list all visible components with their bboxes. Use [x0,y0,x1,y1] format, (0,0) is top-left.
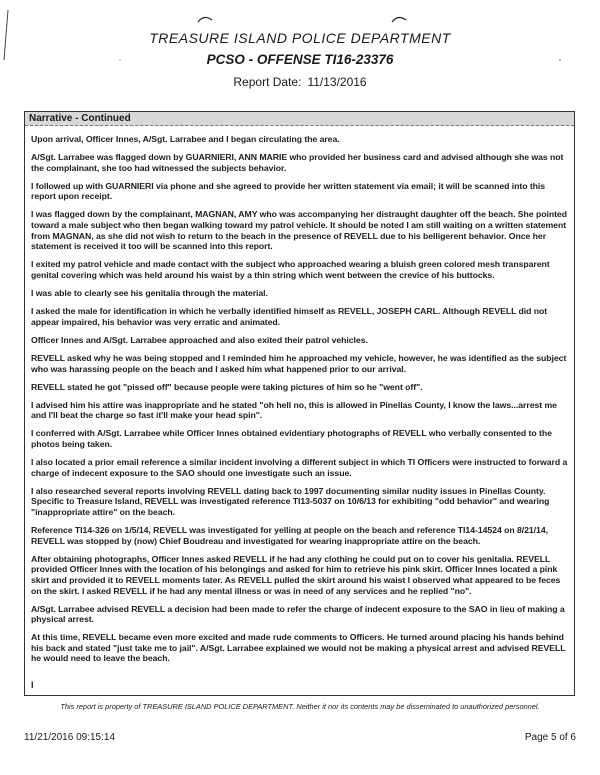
section-title: Narrative - Continued [29,113,131,124]
report-date [0,75,600,89]
narrative-paragraph: REVELL stated he got "pissed off" because people were taking pictures of him so he "went off". [31,381,423,392]
page-number: Page 5 of 6 [524,732,576,743]
narrative-paragraph: At this time, REVELL became even more excited and made rude comments to Officers. He turned around placing his hands behind his back and stated "just take me to jail". A/Sgt. Larrabee explained we would not be making a physical arrest and advised REVELL he would need to leave the beach. [31,632,566,664]
narrative-paragraph: I followed up with GUARNIERI via phone and she agreed to provide her written statement via email; it will be scanned into this report upon receipt. [31,180,546,202]
report-date-label: Report Date: [233,75,302,89]
narrative-paragraph: I asked the male for identification in which he verbally identified himself as REVELL, JOSEPH CARL. Although REVELL did not appear impaired, his behavior was very erratic and animated. [31,306,548,327]
narrative-paragraph: Reference TI14-326 on 1/5/14, REVELL was investigated for yelling at people on the beach and reference TI14-14524 on 8/21/14, REVELL was stopped by (now) Chief Boudreau and investigated for wearing inappropriate attire on the beach. [31,525,548,546]
narrative-paragraph: A/Sgt. Larrabee was flagged down by GUARNIERI, ANN MARIE who provided her business card and advised although she was not the complainant, she too had witnessed the subjects behavior. [31,152,564,173]
narrative-paragraph: I was flagged down by the complainant, MAGNAN, AMY who was accompanying her distraught daughter off the beach. She pointed toward a male subject who then began walking toward my patrol vehicle. It should be noted I am still waiting on a written statement from MAGNAN, as she did not wish to return to the beach in the presence of REVELL due to his belligerent behavior. Once her statement is received it too will be scanned into this report. [31,209,567,252]
narrative-paragraph: Officer Innes and A/Sgt. Larrabee approached and also exited their patrol vehicles. [31,334,368,345]
department-name: TREASURE ISLAND POLICE DEPARTMENT [149,30,451,46]
narrative-paragraph: I advised him his attire was inappropriate and he stated "oh hell no, this is allowed in Pinellas County, I know the laws...arrest me and I'll beat the charge so fast it'll make your head spin". [31,399,557,421]
narrative-paragraph: I was able to clearly see his genitalia through the material. [31,288,268,299]
narrative-paragraph: I conferred with A/Sgt. Larrabee while Officer Innes obtained evidentiary photographs of REVELL who verbally consented to the photos being taken. [31,428,552,449]
narrative-paragraph: I exited my patrol vehicle and made contact with the subject who approached wearing a bluish green colored mesh transparent genital covering which was held around his waist by a thin string which went between the crevice of his buttocks. [31,259,550,280]
narrative-paragraph: A/Sgt. Larrabee advised REVELL a decision had been made to refer the charge of indecent exposure to the SAO in lieu of making a physical arrest. [31,603,565,625]
text-cursor: I [31,680,34,690]
narrative-paragraph: REVELL asked why he was being stopped and I reminded him he approached my vehicle, however, he was identified as the subject who was harassing people on the beach and I asked him what happened prior to our arrival. [31,352,567,374]
narrative-paragraph: I also located a prior email reference a similar incident involving a different subject in which TI Officers were instructed to forward a charge of indecent exposure to the SAO should one investigate such an issue. [31,457,568,478]
narrative-paragraph: Upon arrival, Officer Innes, A/Sgt. Larrabee and I began circulating the area. [31,134,340,144]
narrative-body [31,134,571,672]
print-timestamp: 11/21/2016 09:15:14 [24,732,116,743]
section-title-bar [25,112,574,126]
footer-disclaimer: This report is property of TREASURE ISLAND POLICE DEPARTMENT. Neither it nor its contents may be disseminated to unauthorized personnel. [60,702,540,711]
narrative-paragraph: After obtaining photographs, Officer Innes asked REVELL if he had any clothing he could put on to cover his genitalia. REVELL provided Officer Innes with the location of his belongings and asked for him to retrieve his pink skirt. Officer Innes located a pink skirt and provided it to REVELL moments later. As REVELL pulled the skirt around his waist I observed what appeared to be feces on the skirt. I asked REVELL if he had any mental illness or was in need of any services and he replied "no". [31,553,561,596]
report-date-value: 11/13/2016 [307,75,367,89]
narrative-paragraph: I also researched several reports involving REVELL dating back to 1997 documenting similar nudity issues in Pinellas County. Specific to Treasure Island, REVELL was investigated reference TI13-5037 on 10/6/13 for exhibiting "odd behavior" and wearing "inappropriate attire" on the beach. [31,485,550,517]
report-id: PCSO - OFFENSE TI16-23376 [206,52,394,67]
